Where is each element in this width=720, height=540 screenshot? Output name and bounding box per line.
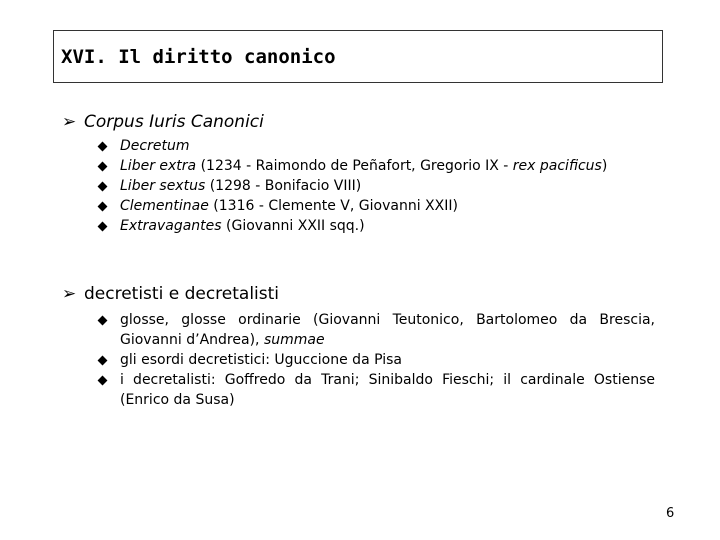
list-item (96, 370, 655, 410)
section-title: decretisti e decretalisti (84, 284, 280, 304)
section-decretisti (62, 283, 655, 410)
section-heading (62, 283, 655, 305)
item-detail-end: ) (601, 158, 608, 174)
section-list (96, 136, 607, 236)
item-line: Giovanni d’Andrea), (120, 332, 264, 348)
item-line: glosse, glosse ordinarie (Giovanni Teutonico, Bartolomeo da Brescia, (120, 312, 655, 328)
diamond-bullet-icon (96, 176, 120, 196)
item-title: Decretum (120, 138, 190, 154)
section-heading (62, 111, 607, 133)
list-item (96, 216, 607, 236)
diamond-bullet-icon (96, 196, 120, 216)
section-corpus (62, 111, 607, 236)
diamond-bullet-icon (96, 310, 120, 330)
list-item (96, 136, 607, 156)
list-item (96, 310, 655, 350)
diamond-bullet-icon (96, 216, 120, 236)
item-line: (Enrico da Susa) (120, 392, 235, 408)
list-item (96, 196, 607, 216)
arrow-right-icon: ➢ (62, 112, 77, 132)
slide-title: XVI. Il diritto canonico (61, 45, 336, 68)
item-title: Extravagantes (120, 218, 222, 234)
list-item (96, 176, 607, 196)
item-title: Clementinae (120, 198, 209, 214)
item-title: Liber extra (120, 158, 197, 174)
item-detail: (1316 - Clemente V, Giovanni XXII) (208, 198, 458, 214)
item-detail: (1298 - Bonifacio VIII) (205, 178, 362, 194)
section-list (96, 310, 655, 410)
section-title: Corpus Iuris Canonici (84, 112, 264, 132)
item-line: i decretalisti: Goffredo da Trani; Sinibaldo Fieschi; il cardinale Ostiense (120, 372, 655, 388)
diamond-bullet-icon (96, 370, 120, 390)
diamond-bullet-icon (96, 136, 120, 156)
arrow-right-icon: ➢ (62, 284, 77, 304)
diamond-bullet-icon (96, 350, 120, 370)
diamond-bullet-icon (96, 156, 120, 176)
item-detail-italic: rex pacificus (512, 158, 602, 174)
item-title: Liber sextus (120, 178, 206, 194)
item-detail: (Giovanni XXII sqq.) (221, 218, 365, 234)
list-item (96, 350, 655, 370)
item-text: gli esordi decretistici: Uguccione da Pisa (120, 352, 402, 368)
slide-title-box (53, 30, 663, 83)
item-detail: (1234 - Raimondo de Peñafort, Gregorio IX - (196, 158, 513, 174)
page-number: 6 (666, 506, 675, 521)
item-line-italic: summae (263, 332, 325, 348)
list-item (96, 156, 607, 176)
